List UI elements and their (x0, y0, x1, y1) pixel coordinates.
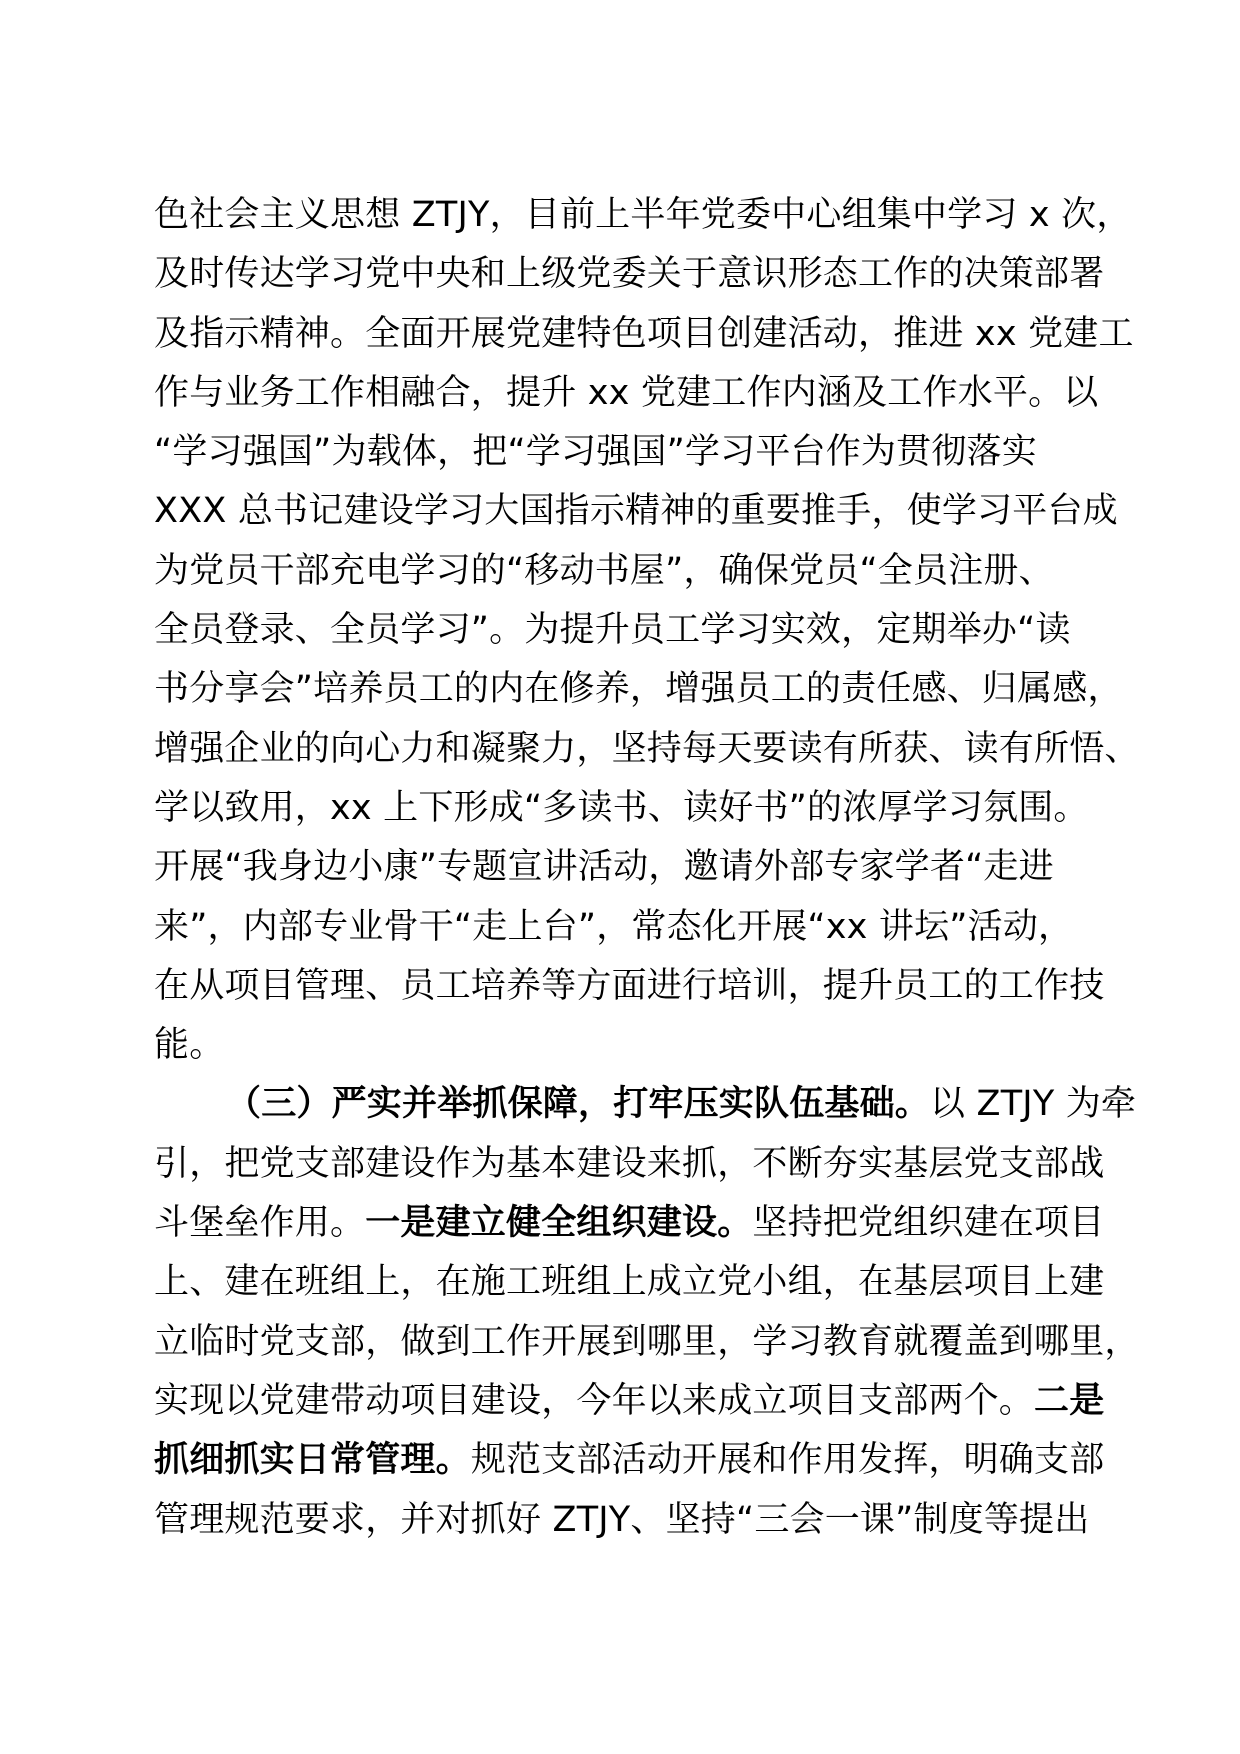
paragraph-2-text: 坚持把党组织建在项目 (752, 1203, 1105, 1244)
paragraph-2-line (154, 1372, 1105, 1431)
paragraph-1-line: XXX 总书记建设学习大国指示精神的重要推手，使学习平台成 (154, 491, 1118, 532)
paragraph-1-line: 来”，内部专业骨干“走上台”，常态化开展“xx 讲坛”活动， (154, 906, 1074, 947)
section-heading: （三）严实并举抓保障，打牢压实队伍基础。 (226, 1084, 931, 1125)
paragraph-1-line: 作与业务工作相融合，提升 xx 党建工作内涵及工作水平。以 (154, 372, 1099, 413)
paragraph-1-line: 为党员干部充电学习的“移动书屋”，确保党员“全员注册、 (154, 550, 1054, 591)
point-2-title: 抓细抓实日常管理。 (154, 1440, 471, 1481)
point-2-prefix: 二是 (1034, 1380, 1105, 1421)
point-1-title: 一是建立健全组织建设。 (365, 1203, 753, 1244)
paragraph-2-line (154, 1075, 1137, 1134)
paragraph-2-line: 引，把党支部建设作为基本建设来抓，不断夯实基层党支部战 (154, 1143, 1105, 1184)
paragraph-2-line: 管理规范要求，并对抓好 ZTJY、坚持“三会一课”制度等提出 (154, 1499, 1090, 1540)
paragraph-2-line: 立临时党支部，做到工作开展到哪里，学习教育就覆盖到哪里， (154, 1321, 1140, 1362)
body-text (154, 186, 1140, 1550)
paragraph-1-line: 及时传达学习党中央和上级党委关于意识形态工作的决策部署 (154, 254, 1105, 295)
paragraph-1-line: 开展“我身边小康”专题宣讲活动，邀请外部专家学者“走进 (154, 847, 1054, 888)
paragraph-1-line: 在从项目管理、员工培养等方面进行培训，提升员工的工作技 (154, 965, 1105, 1006)
paragraph-1-line: 增强企业的向心力和凝聚力，坚持每天要读有所获、读有所悟、 (154, 728, 1140, 769)
paragraph-2-line: 上、建在班组上，在施工班组上成立党小组，在基层项目上建 (154, 1262, 1105, 1303)
paragraph-2-line (154, 1431, 1105, 1490)
paragraph-2-text: 斗堡垒作用。 (154, 1203, 366, 1244)
paragraph-1-line: “学习强国”为载体，把“学习强国”学习平台作为贯彻落实 (154, 432, 1037, 473)
paragraph-2-text: 规范支部活动开展和作用发挥，明确支部 (470, 1440, 1105, 1481)
paragraph-2-line (154, 1194, 1105, 1253)
paragraph-1-line: 学以致用，xx 上下形成“多读书、读好书”的浓厚学习氛围。 (154, 787, 1089, 828)
paragraph-2-text: 以 ZTJY 为牵 (930, 1084, 1137, 1125)
paragraph-2-text: 实现以党建带动项目建设，今年以来成立项目支部两个。 (154, 1380, 1035, 1421)
paragraph-1-line: 全员登录、全员学习”。为提升员工学习实效，定期举办“读 (154, 610, 1071, 651)
paragraph-1-line: 书分享会”培养员工的内在修养，增强员工的责任感、归属感， (154, 669, 1123, 710)
paragraph-1-line: 色社会主义思想 ZTJY，目前上半年党委中心组集中学习 x 次， (154, 195, 1132, 235)
paragraph-1-line: 能。 (154, 1025, 225, 1066)
paragraph-1-line: 及指示精神。全面开展党建特色项目创建活动，推进 xx 党建工 (154, 313, 1134, 354)
